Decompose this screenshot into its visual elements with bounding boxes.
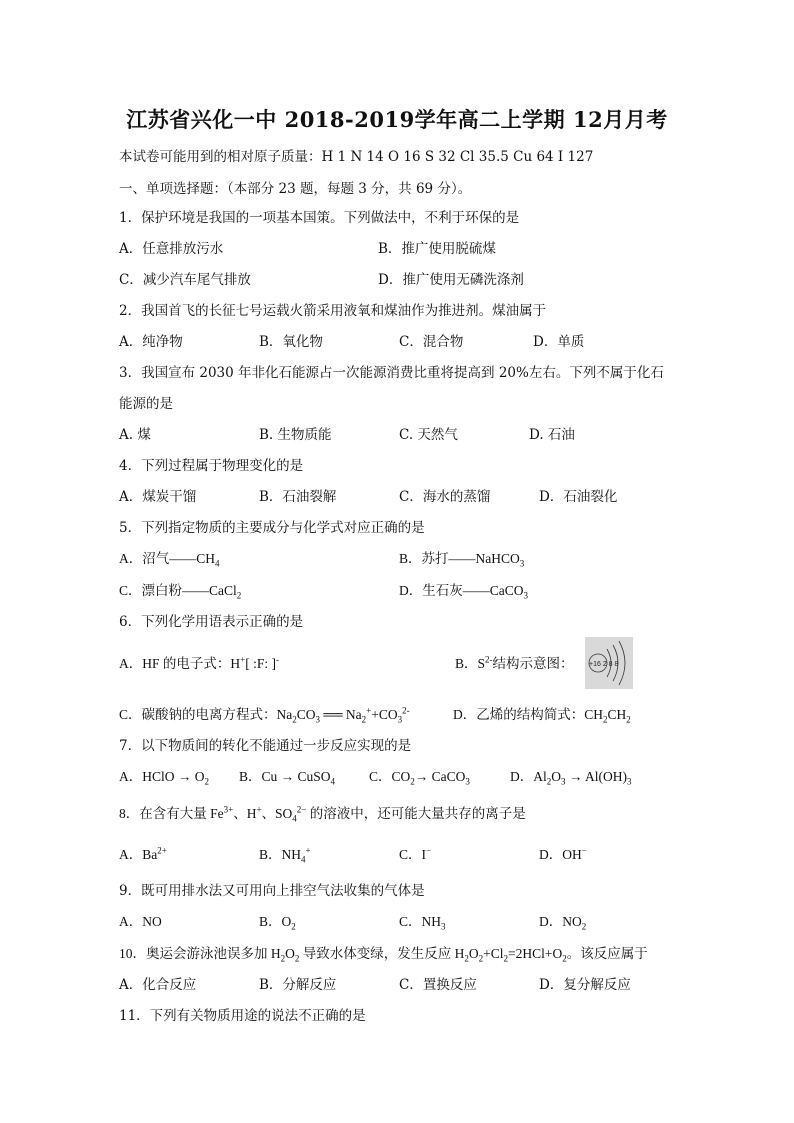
question-11-stem: 11．下列有关物质用途的说法不正确的是 [119,1008,366,1024]
q9-option-a: A．NO [119,914,162,929]
question-6-stem: 6．下列化学用语表示正确的是 [119,614,304,630]
q7-option-d: D．$Al_2O_3 \to Al(OH)_3$ [510,769,632,787]
sulfide-ion-structure-diagram [585,637,633,689]
q4-option-c: C．海水的蒸馏 [399,489,491,505]
q1-option-d: D．推广使用无磷洗涤剂 [378,272,524,288]
q1-option-c: C．减少汽车尾气排放 [119,272,251,288]
exam-title: 江苏省兴化一中 2018-2019学年高二上学期 12月月考 [126,107,668,132]
q3-option-c: C. 天然气 [399,427,458,443]
q2-option-a: A．纯净物 [119,334,183,350]
q5-option-a: A．沼气$——CH_4$ [119,551,220,569]
q6-option-a: A．HF 的电子式：H+[ :F: ]- [119,654,279,671]
q2-option-b: B．氧化物 [259,334,323,350]
q9-option-c: C．$NH_3$ [399,914,446,932]
atomic-masses-line: 本试卷可能用到的相对原子质量：H 1 N 14 O 16 S 32 Cl 35.5 Cu 64 I 127 [119,149,594,165]
q5-option-d: D．生石灰——CaCO$_3$ [399,583,528,601]
q2-option-c: C．混合物 [399,334,464,350]
q10-option-d: D．复分解反应 [539,977,631,993]
question-7-stem: 7．以下物质间的转化不能通过一步反应实现的是 [119,738,412,754]
q6-option-c: C．碳酸钠的电离方程式：$Na_2CO_3$ ══ $Na_2^++CO_3^{2-}$ [119,705,410,725]
question-4-stem: 4．下列过程属于物理变化的是 [119,458,304,474]
q10-option-b: B．分解反应 [259,977,337,993]
question-2-stem: 2．我国首飞的长征七号运载火箭采用液氧和煤油作为推进剂。煤油属于 [119,303,547,319]
question-3-stem-line2: 能源的是 [119,396,173,412]
diagram-label: +16 2 8 8 [589,661,619,668]
q3-option-d: D. 石油 [529,427,575,443]
q10-option-c: C．置换反应 [399,977,477,993]
q3-option-b: B. 生物质能 [259,427,332,443]
question-5-stem: 5．下列指定物质的主要成分与化学式对应正确的是 [119,520,425,536]
question-8-stem: 8．在含有大量 $Fe^{3+}$、H+、$SO_4^{2-}$ 的溶液中，还可能大量共存的离子是 [119,804,526,824]
q4-option-b: B．石油裂解 [259,489,337,505]
q8-option-b: B．$NH_4^+$ [259,845,311,865]
q5-option-b: B．苏打——NaHCO$_3$ [399,551,525,569]
q7-option-b: B．Cu → CuSO$_4$ [239,769,336,787]
q4-option-d: D．石油裂化 [539,489,618,505]
q2-option-d: D．单质 [533,334,585,350]
q7-option-c: C．$CO_2\to$ CaCO$_3$ [369,769,470,787]
q8-option-c: C．I− [399,845,432,862]
q6-option-d: D．乙烯的结构简式：$CH_2CH_2$ [453,707,631,725]
q9-option-b: B．$O_2$ [259,914,296,932]
q7-option-a: A．HClO → $O_2$ [119,769,210,787]
q8-option-d: D．OH− [539,845,587,862]
question-3-stem-line1: 3．我国宣布 2030 年非化石能源占一次能源消费比重将提高到 20%左右。下列不属于化石 [119,365,664,381]
q5-option-c: C．漂白粉——CaCl$_2$ [119,583,242,601]
q6-option-b: B．$S^{2-}$结构示意图： [455,654,574,671]
question-9-stem: 9．既可用排水法又可用向上排空气法收集的气体是 [119,883,425,899]
q4-option-a: A．煤炭干馏 [119,489,197,505]
question-10-stem: 10．奥运会游泳池误多加 $H_2O_2$ 导致水体变绿，发生反应 $H_2O_2+Cl_2=2HCl+O_2$。该反应属于 [119,946,648,964]
q1-option-b: B．推广使用脱硫煤 [378,241,496,257]
q1-option-a: A．任意排放污水 [119,241,224,257]
q3-option-a: A. 煤 [119,427,151,443]
q9-option-d: D．$NO_2$ [539,914,587,932]
q8-option-a: A．$Ba^{2+}$ [119,845,167,862]
section-heading: 一、单项选择题：（本部分 23 题，每题 3 分，共 69 分）。 [119,181,472,197]
q10-option-a: A．化合反应 [119,977,197,993]
question-1-stem: 1．保护环境是我国的一项基本国策。下列做法中，不利于环保的是 [119,210,520,226]
